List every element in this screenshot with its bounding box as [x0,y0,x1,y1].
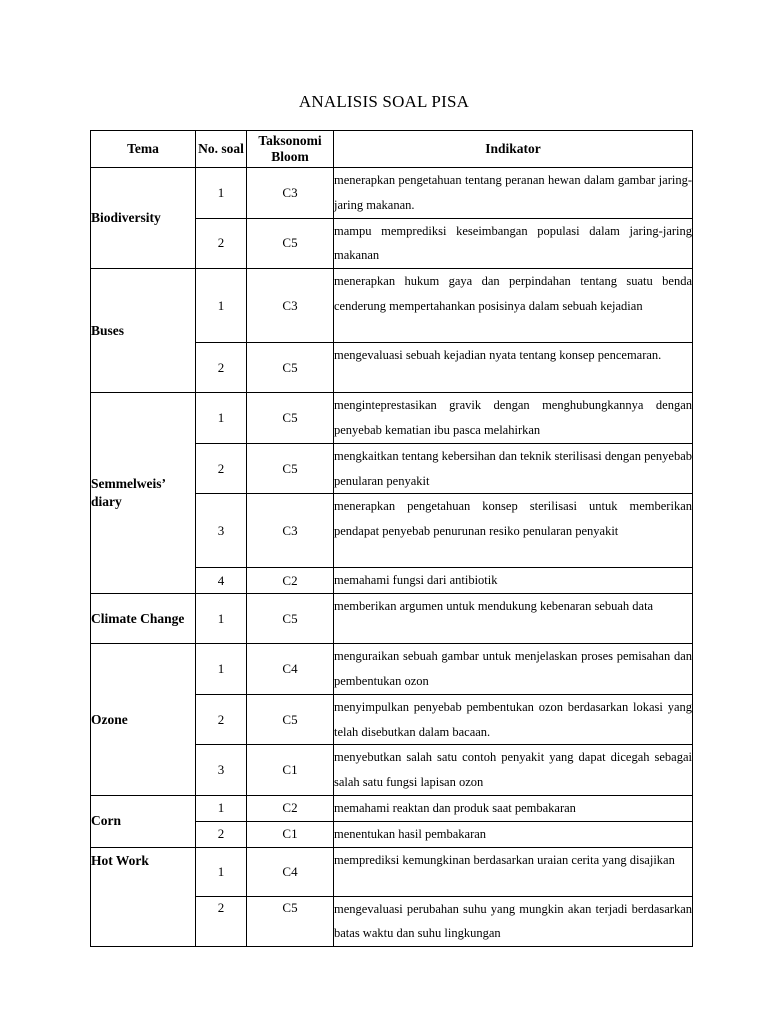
page-title: ANALISIS SOAL PISA [298,92,470,111]
table-row [91,644,693,695]
taksonomi-cell: C5 [247,343,334,393]
indikator-cell: mengevaluasi sebuah kejadian nyata tentang konsep pencemaran. [334,343,693,393]
indikator-cell: menyebutkan salah satu contoh penyakit yang dapat dicegah sebagai salah satu fungsi lapisan ozon [334,745,693,796]
table-row [91,847,693,896]
table-row [91,795,693,821]
table-row [91,594,693,644]
no-soal-cell: 1 [196,795,247,821]
no-soal-cell: 3 [196,494,247,568]
indikator-cell: menerapkan hukum gaya dan perpindahan tentang suatu benda cenderung mempertahankan posisinya dalam sebuah kejadian [334,269,693,343]
tema-cell: Buses [91,269,196,393]
header-tema: Tema [91,131,196,168]
no-soal-cell: 2 [196,218,247,269]
taksonomi-cell: C4 [247,847,334,896]
indikator-cell: menginteprestasikan gravik dengan menghubungkannya dengan penyebab kematian ibu pasca melahirkan [334,393,693,444]
taksonomi-cell: C2 [247,568,334,594]
taksonomi-cell: C3 [247,168,334,219]
no-soal-cell: 4 [196,568,247,594]
no-soal-cell: 1 [196,847,247,896]
indikator-cell: menerapkan pengetahuan konsep sterilisasi untuk memberikan pendapat penyebab penurunan resiko penularan penyakit [334,494,693,568]
taksonomi-cell: C5 [247,896,334,947]
no-soal-cell: 1 [196,393,247,444]
tema-cell: Climate Change [91,594,196,644]
no-soal-cell: 1 [196,168,247,219]
no-soal-cell: 1 [196,594,247,644]
taksonomi-cell: C2 [247,795,334,821]
header-indikator: Indikator [334,131,693,168]
taksonomi-cell: C5 [247,218,334,269]
taksonomi-cell: C1 [247,821,334,847]
header-no-soal: No. soal [196,131,247,168]
tema-cell: Corn [91,795,196,847]
indikator-cell: memahami reaktan dan produk saat pembakaran [334,795,693,821]
table-header-row [91,131,693,168]
table-row [91,269,693,343]
tema-cell: Hot Work [91,847,196,947]
indikator-cell: memberikan argumen untuk mendukung kebenaran sebuah data [334,594,693,644]
no-soal-cell: 2 [196,694,247,745]
no-soal-cell: 3 [196,745,247,796]
taksonomi-cell: C3 [247,494,334,568]
tema-cell: Semmelweis’ diary [91,393,196,594]
taksonomi-cell: C5 [247,694,334,745]
pisa-analysis-table [90,130,693,947]
taksonomi-cell: C5 [247,594,334,644]
indikator-cell: mengevaluasi perubahan suhu yang mungkin akan terjadi berdasarkan batas waktu dan suhu lingkungan [334,896,693,947]
no-soal-cell: 1 [196,644,247,695]
indikator-cell: mampu memprediksi keseimbangan populasi dalam jaring-jaring makanan [334,218,693,269]
tema-cell: Biodiversity [91,168,196,269]
indikator-cell: menguraikan sebuah gambar untuk menjelaskan proses pemisahan dan pembentukan ozon [334,644,693,695]
taksonomi-cell: C5 [247,443,334,494]
no-soal-cell: 2 [196,821,247,847]
indikator-cell: menyimpulkan penyebab pembentukan ozon berdasarkan lokasi yang telah disebutkan dalam bacaan. [334,694,693,745]
no-soal-cell: 2 [196,896,247,947]
tema-cell: Ozone [91,644,196,796]
indikator-cell: memprediksi kemungkinan berdasarkan uraian cerita yang disajikan [334,847,693,896]
no-soal-cell: 2 [196,343,247,393]
taksonomi-cell: C5 [247,393,334,444]
table-row [91,168,693,219]
taksonomi-cell: C4 [247,644,334,695]
indikator-cell: menentukan hasil pembakaran [334,821,693,847]
taksonomi-cell: C1 [247,745,334,796]
no-soal-cell: 2 [196,443,247,494]
table-row [91,393,693,444]
taksonomi-cell: C3 [247,269,334,343]
indikator-cell: menerapkan pengetahuan tentang peranan hewan dalam gambar jaring-jaring makanan. [334,168,693,219]
indikator-cell: mengkaitkan tentang kebersihan dan teknik sterilisasi dengan penyebab penularan penyakit [334,443,693,494]
indikator-cell: memahami fungsi dari antibiotik [334,568,693,594]
header-taksonomi-bloom: Taksonomi Bloom [247,131,334,168]
no-soal-cell: 1 [196,269,247,343]
